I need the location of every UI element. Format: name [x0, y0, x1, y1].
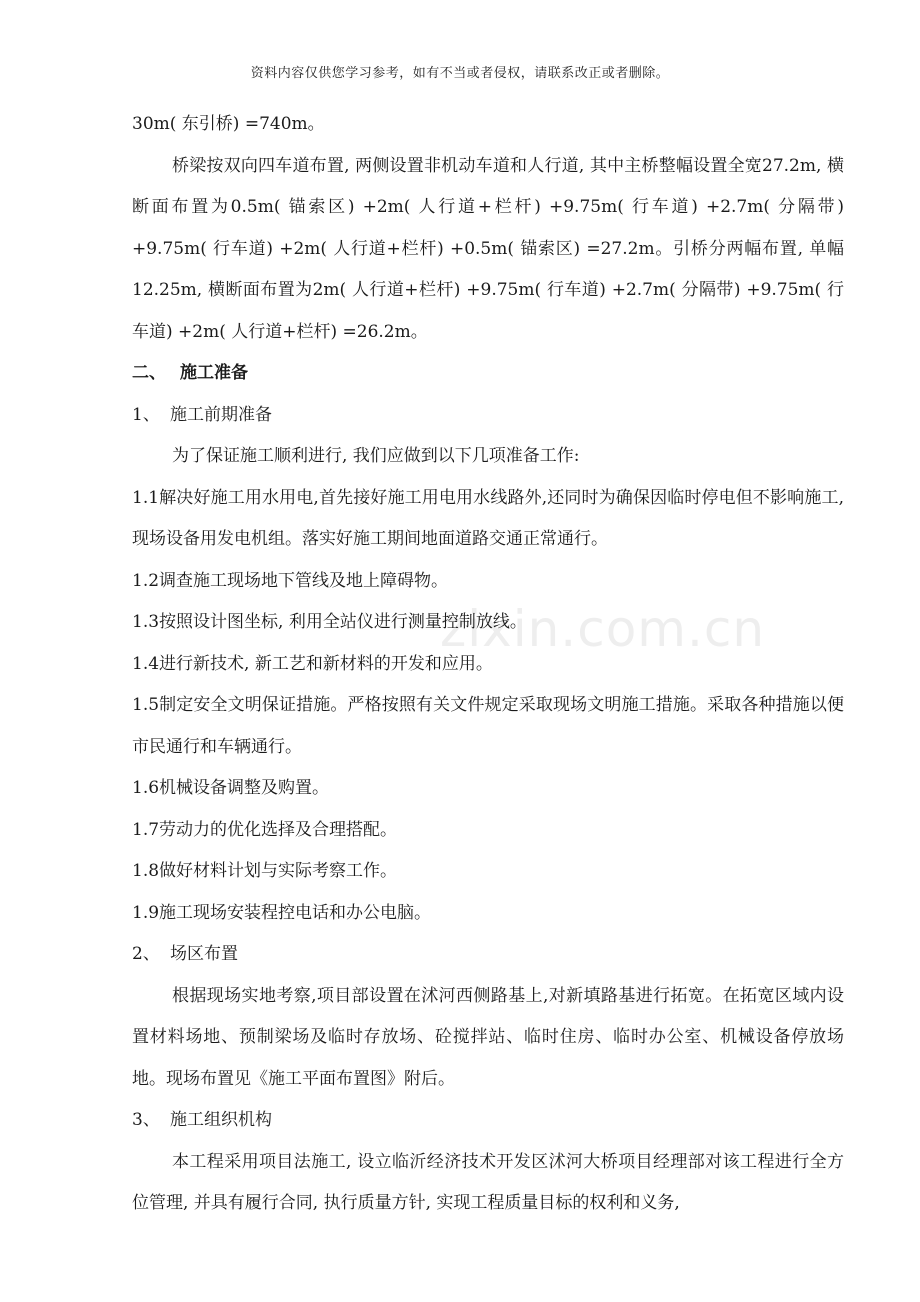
subsection-heading-site-layout: [132, 934, 844, 976]
list-item: 1.5制定安全文明保证措施。严格按照有关文件规定采取现场文明施工措施。采取各种措施以便市民通行和车辆通行。: [132, 695, 844, 757]
list-item: 1.1解决好施工用水用电,首先接好施工用电用水线路外,还同时为确保因临时停电但不影响施工, 现场设备用发电机组。落实好施工期间地面道路交通正常通行。: [132, 487, 844, 549]
list-item: 1.7劳动力的优化选择及合理搭配。: [132, 819, 398, 840]
subsection-heading-pre-construction: [132, 395, 844, 437]
subsection-number: 3、: [132, 1110, 160, 1130]
section-title: 施工准备: [180, 363, 248, 383]
watermark: zixin.com.cn: [440, 600, 766, 658]
paragraph-site-layout: 根据现场实地考察,项目部设置在沭河西侧路基上,对新填路基进行拓宽。在拓宽区域内设置材料场地、预制梁场及临时存放场、砼搅拌站、临时住房、临时办公室、机械设备停放场地。现场布置见《施工平面布置图》附后。: [132, 985, 844, 1089]
subsection-number: 1、: [132, 404, 160, 425]
subsection-title: 施工前期准备: [170, 404, 272, 425]
subsection-heading-organization: [132, 1100, 844, 1142]
list-item: 1.9施工现场安装程控电话和办公电脑。: [132, 902, 432, 923]
list-item: 1.3按照设计图坐标, 利用全站仪进行测量控制放线。: [132, 612, 527, 632]
paragraph-continuation: 30m( 东引桥) =740m。: [132, 114, 325, 134]
list-item: 1.8做好材料计划与实际考察工作。: [132, 861, 398, 881]
list-item: 1.4进行新技术, 新工艺和新材料的开发和应用。: [132, 653, 493, 674]
subsection-title: 场区布置: [170, 944, 238, 964]
header-disclaimer: 资料内容仅供您学习参考，如有不当或者侵权，请联系改正或者删除。: [250, 66, 670, 81]
paragraph-bridge-layout: 桥梁按双向四车道布置, 两侧设置非机动车道和人行道, 其中主桥整幅设置全宽27.2m, 横断面布置为0.5m( 锚索区) +2m( 人行道+栏杆) +9.75m( 行车道) +2.7m( 分隔带) +9.75m( 行车道) +2m( 人行道+栏杆) +0.5m( 锚索区) =27.2m。引桥分两幅布置, 单幅12.25m, 横断面布置为2m( 人行道+栏杆) +9.75m( 行车道) +2.7m( 分隔带) +9.75m( 行车道) +2m( 人行道+栏杆) =26.2m。: [132, 155, 844, 342]
section-number: 二、: [132, 363, 166, 383]
list-item: 1.2调查施工现场地下管线及地上障碍物。: [132, 570, 449, 591]
section-heading-construction-prep: [132, 353, 844, 395]
paragraph-prep-intro: 为了保证施工顺利进行, 我们应做到以下几项准备工作:: [172, 446, 580, 466]
document-body: [132, 104, 844, 1225]
subsection-title: 施工组织机构: [170, 1110, 272, 1130]
list-item: 1.6机械设备调整及购置。: [132, 778, 330, 798]
paragraph-organization: 本工程采用项目法施工, 设立临沂经济技术开发区沭河大桥项目经理部对该工程进行全方位管理, 并具有履行合同, 执行质量方针, 实现工程质量目标的权利和义务,: [132, 1151, 844, 1213]
subsection-number: 2、: [132, 944, 160, 964]
